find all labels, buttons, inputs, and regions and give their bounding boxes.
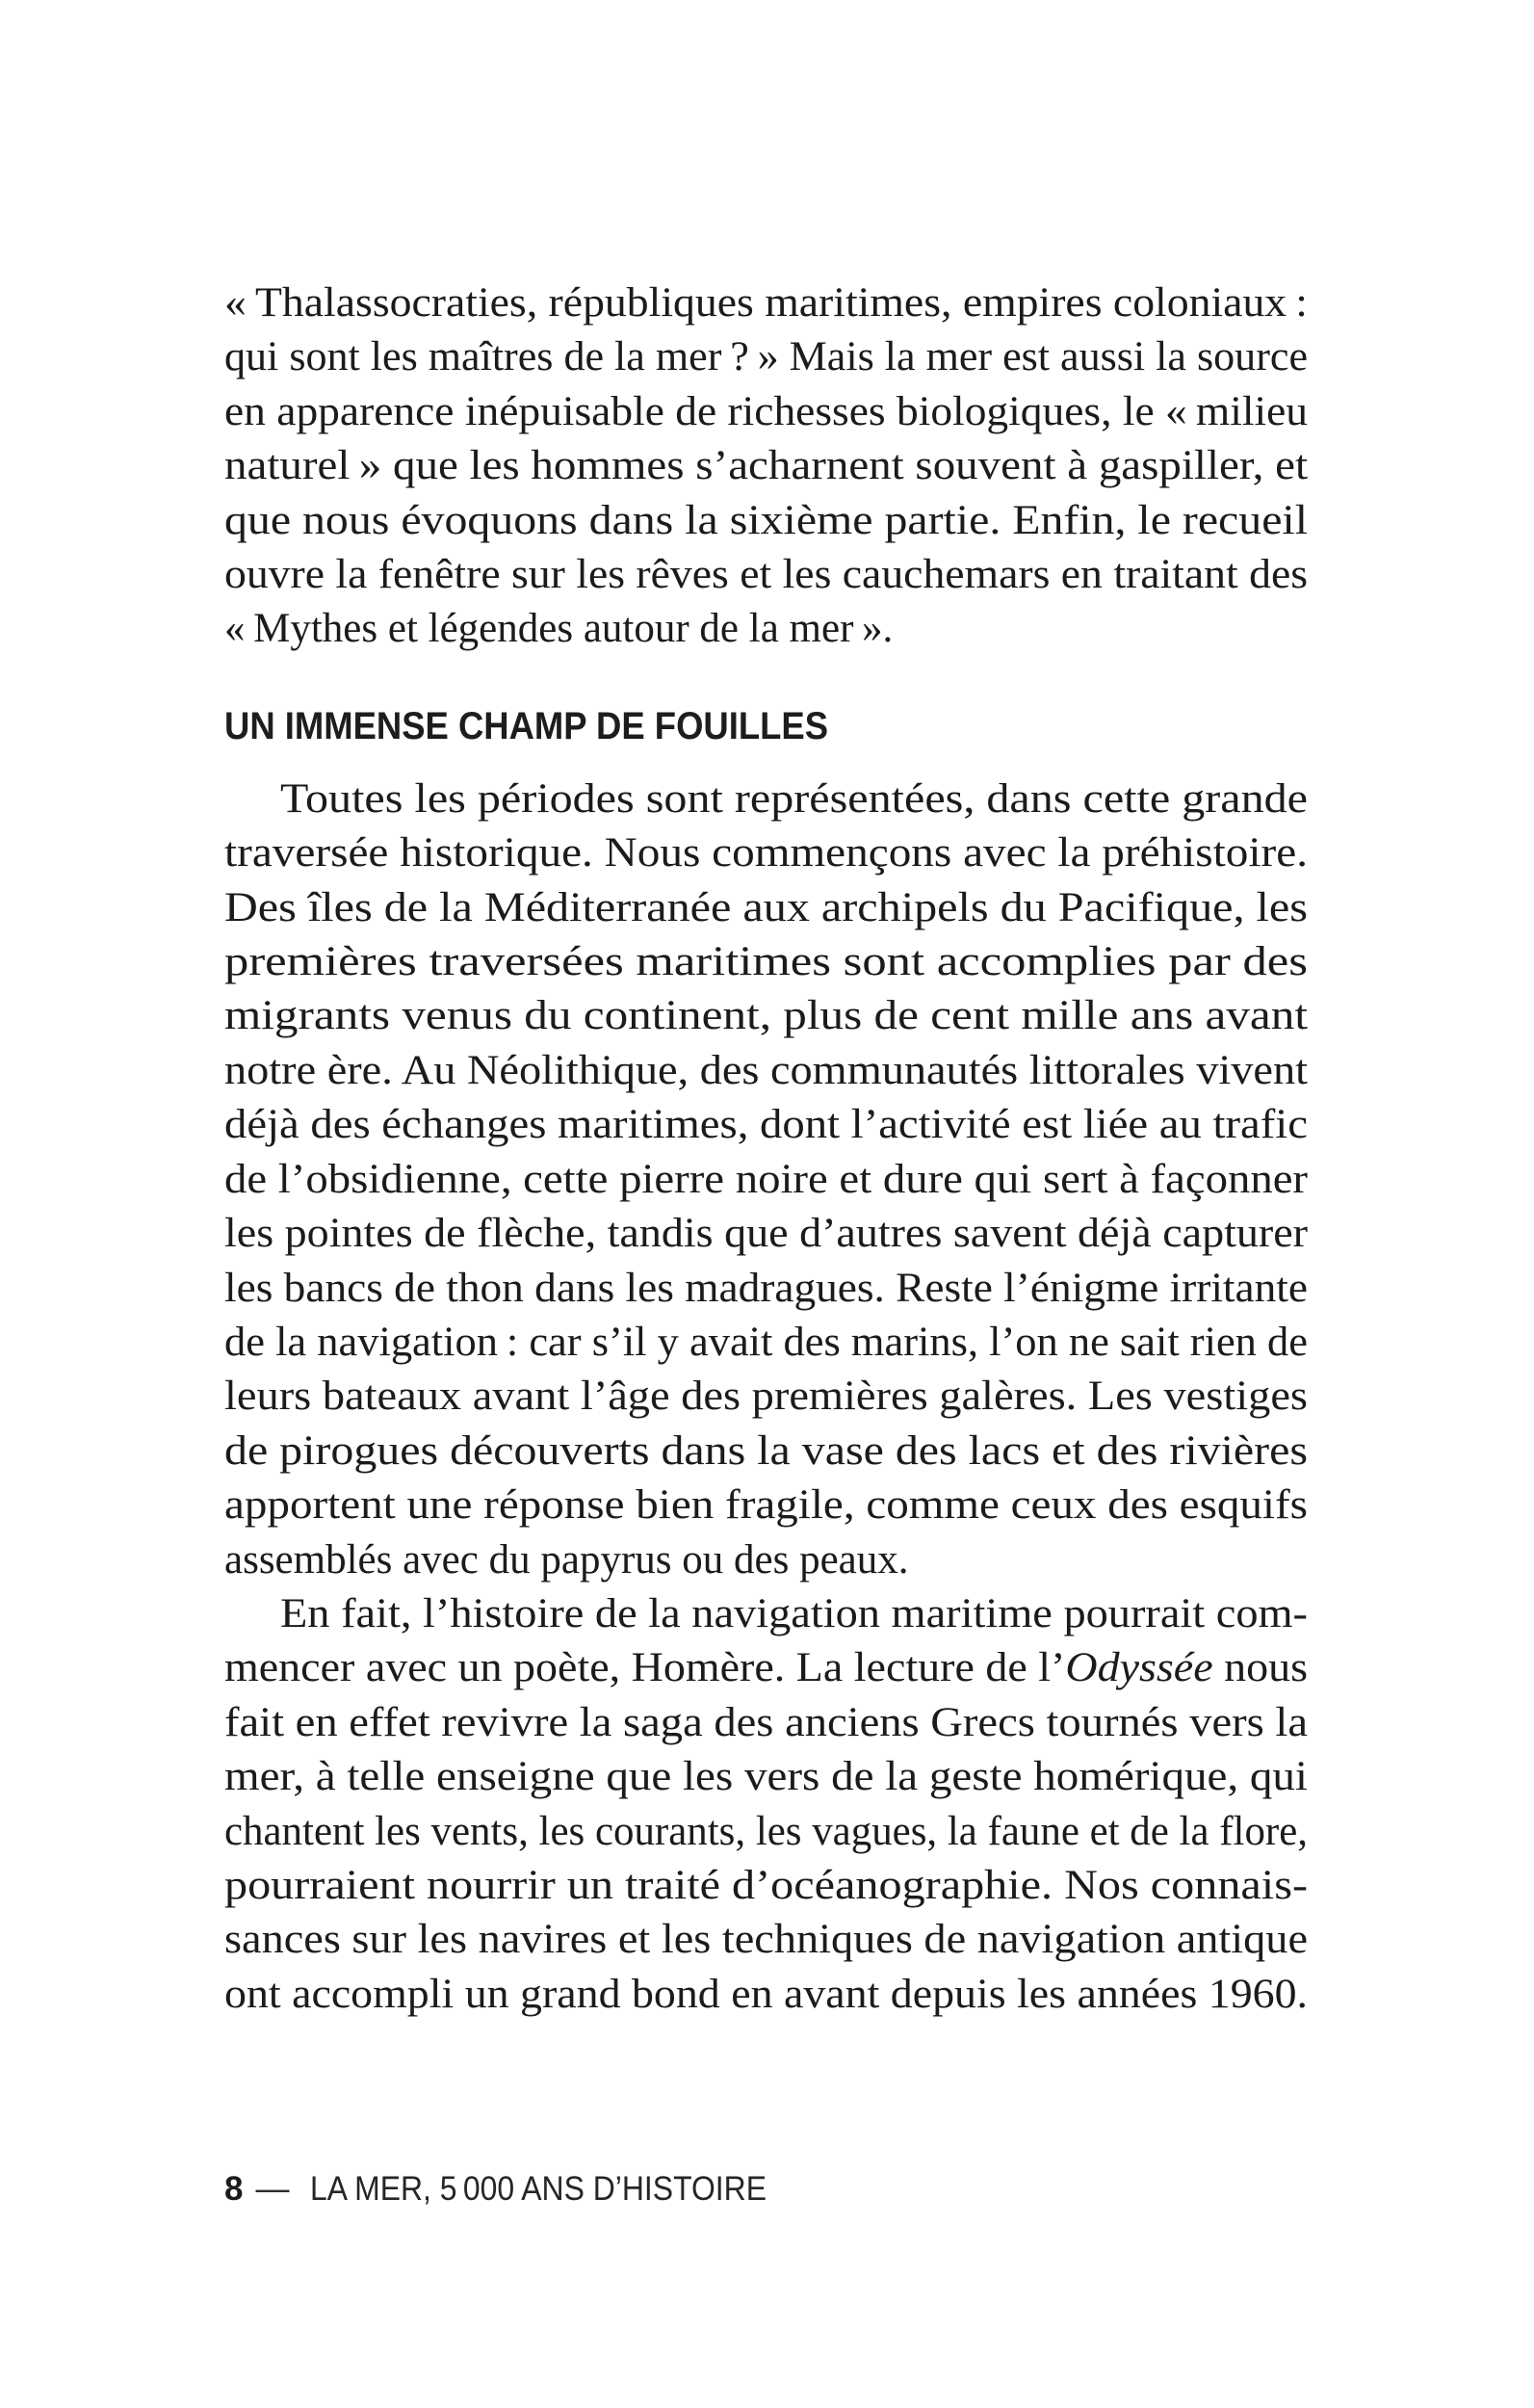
line-text: ouvre la fenêtre sur les rêves et les cauchemars en traitant des — [224, 552, 1308, 598]
line-text: déjà des échanges maritimes, dont l’activité est liée au trafic — [224, 1102, 1308, 1148]
text-line — [224, 1641, 1308, 1695]
line-text: apportent une réponse bien fragile, comme ceux des esquifs — [224, 1482, 1308, 1529]
text-line — [224, 935, 1308, 989]
line-text: En fait, l’histoire de la navigation maritime pourrait com- — [280, 1590, 1308, 1636]
line-text: chantent les vents, les courants, les vagues, la faune et de la flore, — [224, 1808, 1308, 1854]
text-line — [224, 1044, 1308, 1098]
line-text: les pointes de flèche, tandis que d’autres savent déjà capturer — [224, 1211, 1308, 1257]
line-text: leurs bateaux avant l’âge des premières galères. Les vestiges — [224, 1374, 1308, 1420]
line-text: de la navigation : car s’il y avait des marins, l’on ne sait rien de — [224, 1319, 1308, 1365]
text-line — [224, 1859, 1308, 1913]
text-line — [224, 881, 1308, 935]
text-line — [224, 548, 1308, 602]
paragraph-homere — [224, 1587, 1308, 2022]
text-line — [224, 494, 1308, 548]
text-line — [224, 276, 1308, 330]
line-text: traversée historique. Nous commençons avec la préhistoire. — [224, 830, 1308, 877]
intro-paragraph — [224, 276, 1308, 657]
footer-separator-dash: — — [255, 2170, 290, 2208]
line-text — [224, 1641, 1308, 1695]
line-text: migrants venus du continent, plus de cent mille ans avant — [224, 993, 1308, 1039]
line-text: assemblés avec du papyrus ou des peaux. — [224, 1536, 909, 1583]
line-text: Toutes les périodes sont représentées, dans cette grande — [280, 775, 1308, 822]
line-text: de pirogues découverts dans la vase des lacs et des rivières — [224, 1427, 1308, 1474]
line-text: mer, à telle enseigne que les vers de la geste homérique, qui — [224, 1754, 1308, 1800]
text-line — [224, 1750, 1308, 1804]
line-text-segment: mencer avec un poète, Homère. La lecture de l’ — [224, 1645, 1066, 1691]
text-line — [224, 439, 1308, 493]
text-line — [224, 826, 1308, 880]
running-title — [310, 2170, 767, 2209]
section-heading-text: UN IMMENSE CHAMP DE FOUILLES — [224, 704, 828, 747]
text-line — [224, 602, 1308, 656]
line-text: fait en effet revivre la saga des anciens Grecs tournés vers la — [224, 1699, 1308, 1745]
text-line — [224, 1370, 1308, 1424]
text-line — [224, 989, 1308, 1043]
line-text: de l’obsidienne, cette pierre noire et dure qui sert à façonner — [224, 1156, 1308, 1202]
line-text: naturel » que les hommes s’acharnent souvent à gaspiller, et — [224, 443, 1308, 489]
line-text: premières traversées maritimes sont accomplies par des — [224, 939, 1308, 985]
text-line — [224, 1696, 1308, 1750]
text-line — [224, 1805, 1308, 1859]
text-line — [224, 1479, 1308, 1532]
text-line — [224, 1316, 1308, 1370]
line-text: notre ère. Au Néolithique, des communautés littorales vivent — [224, 1047, 1308, 1093]
text-line — [224, 1587, 1308, 1641]
line-text: « Thalassocraties, républiques maritimes, empires coloniaux : — [224, 280, 1308, 326]
text-line — [224, 385, 1308, 439]
italic-book-title: Odyssée — [1065, 1645, 1213, 1691]
text-line — [224, 1153, 1308, 1207]
line-text: en apparence inépuisable de richesses biologiques, le « milieu — [224, 388, 1308, 434]
text-line — [224, 1098, 1308, 1152]
line-text: les bancs de thon dans les madragues. Reste l’énigme irritante — [224, 1265, 1308, 1311]
line-text-segment: nous — [1212, 1645, 1308, 1691]
text-block — [224, 276, 1308, 2022]
paragraph-champ-de-fouilles — [224, 772, 1308, 1587]
section-heading — [224, 705, 828, 747]
text-line — [224, 1913, 1308, 1967]
line-text: ont accompli un grand bond en avant depuis les années 1960. — [224, 1971, 1308, 2017]
line-text: qui sont les maîtres de la mer ? » Mais la mer est aussi la source — [224, 334, 1308, 380]
running-title-text: LA MER, 5 000 ANS D’HISTOIRE — [310, 2170, 767, 2208]
line-text: « Mythes et légendes autour de la mer ». — [224, 606, 894, 652]
text-line — [224, 1207, 1308, 1261]
text-line — [224, 1968, 1308, 2022]
text-line — [224, 1533, 1308, 1587]
page-footer — [224, 2170, 767, 2209]
text-line — [224, 772, 1308, 826]
line-text: pourraient nourrir un traité d’océanographie. Nos connais- — [224, 1862, 1308, 1908]
line-text: que nous évoquons dans la sixième partie. Enfin, le recueil — [224, 497, 1308, 543]
line-text: Des îles de la Méditerranée aux archipels du Pacifique, les — [224, 884, 1308, 930]
text-line — [224, 1262, 1308, 1316]
page-number: 8 — [224, 2170, 244, 2208]
text-line — [224, 1425, 1308, 1479]
line-text: sances sur les navires et les techniques de navigation antique — [224, 1917, 1308, 1963]
text-line — [224, 330, 1308, 384]
